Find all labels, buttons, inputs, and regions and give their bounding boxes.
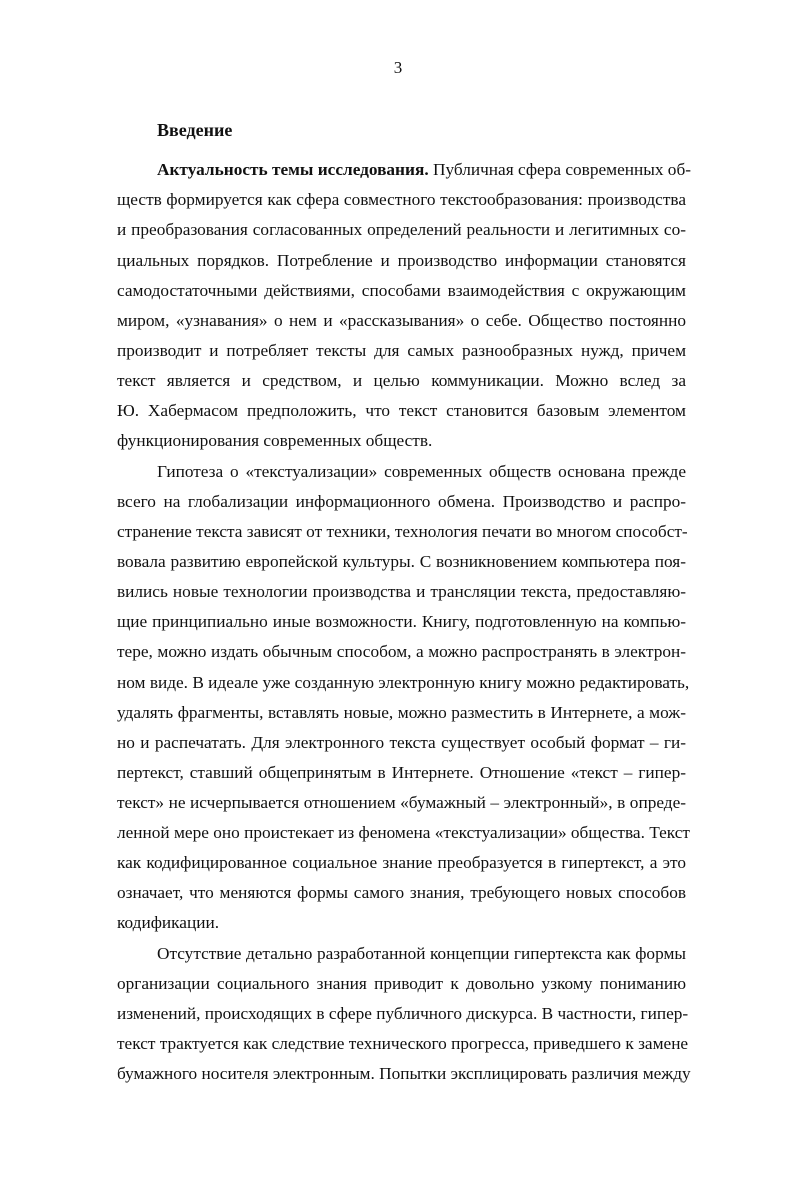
text-line: как кодифицированное социальное знание преобразуется в гипертекст, а это — [117, 853, 686, 872]
text-line: организации социального знания приводит к довольно узкому пониманию — [117, 974, 686, 993]
text-line: пертекст, ставший общепринятым в Интернете. Отношение «текст – гипер- — [117, 763, 686, 782]
text-line: ленной мере оно проистекает из феномена «текстуализации» общества. Текст — [117, 823, 690, 842]
text-line: Гипотеза о «текстуализации» современных обществ основана прежде — [157, 462, 686, 481]
text-line: Отсутствие детально разработанной концепции гипертекста как формы — [157, 944, 686, 963]
text-line: текст является и средством, и целью коммуникации. Можно вслед за — [117, 371, 686, 390]
text-line: всего на глобализации информационного обмена. Производство и распро- — [117, 492, 686, 511]
text-line: текст трактуется как следствие технического прогресса, приведшего к замене — [117, 1034, 689, 1053]
text-line: удалять фрагменты, вставлять новые, можно разместить в Интернете, а мож- — [117, 703, 686, 722]
line-text: Публичная сфера современных об- — [428, 160, 691, 179]
text-line: производит и потребляет тексты для самых разнообразных нужд, причем — [117, 341, 686, 360]
text-line: вились новые технологии производства и трансляции текста, предоставляю- — [117, 582, 686, 601]
text-line — [157, 160, 691, 180]
text-line: циальных порядков. Потребление и производство информации становятся — [117, 251, 686, 270]
text-line: щие принципиально иные возможности. Книгу, подготовленную на компью- — [117, 612, 686, 631]
text-line: миром, «узнавания» о нем и «рассказывания» о себе. Общество постоянно — [117, 311, 686, 330]
text-line: бумажного носителя электронным. Попытки эксплицировать различия между — [117, 1064, 691, 1083]
text-line: ном виде. В идеале уже созданную электронную книгу можно редактировать, — [117, 673, 690, 692]
text-line: странение текста зависят от техники, технология печати во многом способст- — [117, 522, 688, 541]
text-line: текст» не исчерпывается отношением «бумажный – электронный», в опреде- — [117, 793, 686, 812]
text-line: вовала развитию европейской культуры. С возникновением компьютера поя- — [117, 552, 686, 571]
page-number: 3 — [393, 58, 403, 77]
text-line: Ю. Хабермасом предположить, что текст становится базовым элементом — [117, 401, 686, 420]
text-line: самодостаточными действиями, способами взаимодействия с окружающим — [117, 281, 686, 300]
text-line: изменений, происходящих в сфере публичного дискурса. В частности, гипер- — [117, 1004, 689, 1023]
text-line: функционирования современных обществ. — [117, 431, 433, 450]
text-line: и преобразования согласованных определений реальности и легитимных со- — [117, 220, 686, 239]
text-line: ществ формируется как сфера совместного текстообразования: производства — [117, 190, 686, 209]
section-heading: Введение — [157, 120, 233, 140]
text-line: кодификации. — [117, 913, 220, 932]
text-line: тере, можно издать обычным способом, а можно распространять в электрон- — [117, 642, 686, 661]
text-line: но и распечатать. Для электронного текста существует особый формат – ги- — [117, 733, 686, 752]
text-line: означает, что меняются формы самого знания, требующего новых способов — [117, 883, 686, 902]
lead-phrase: Актуальность темы исследования. — [157, 160, 429, 179]
